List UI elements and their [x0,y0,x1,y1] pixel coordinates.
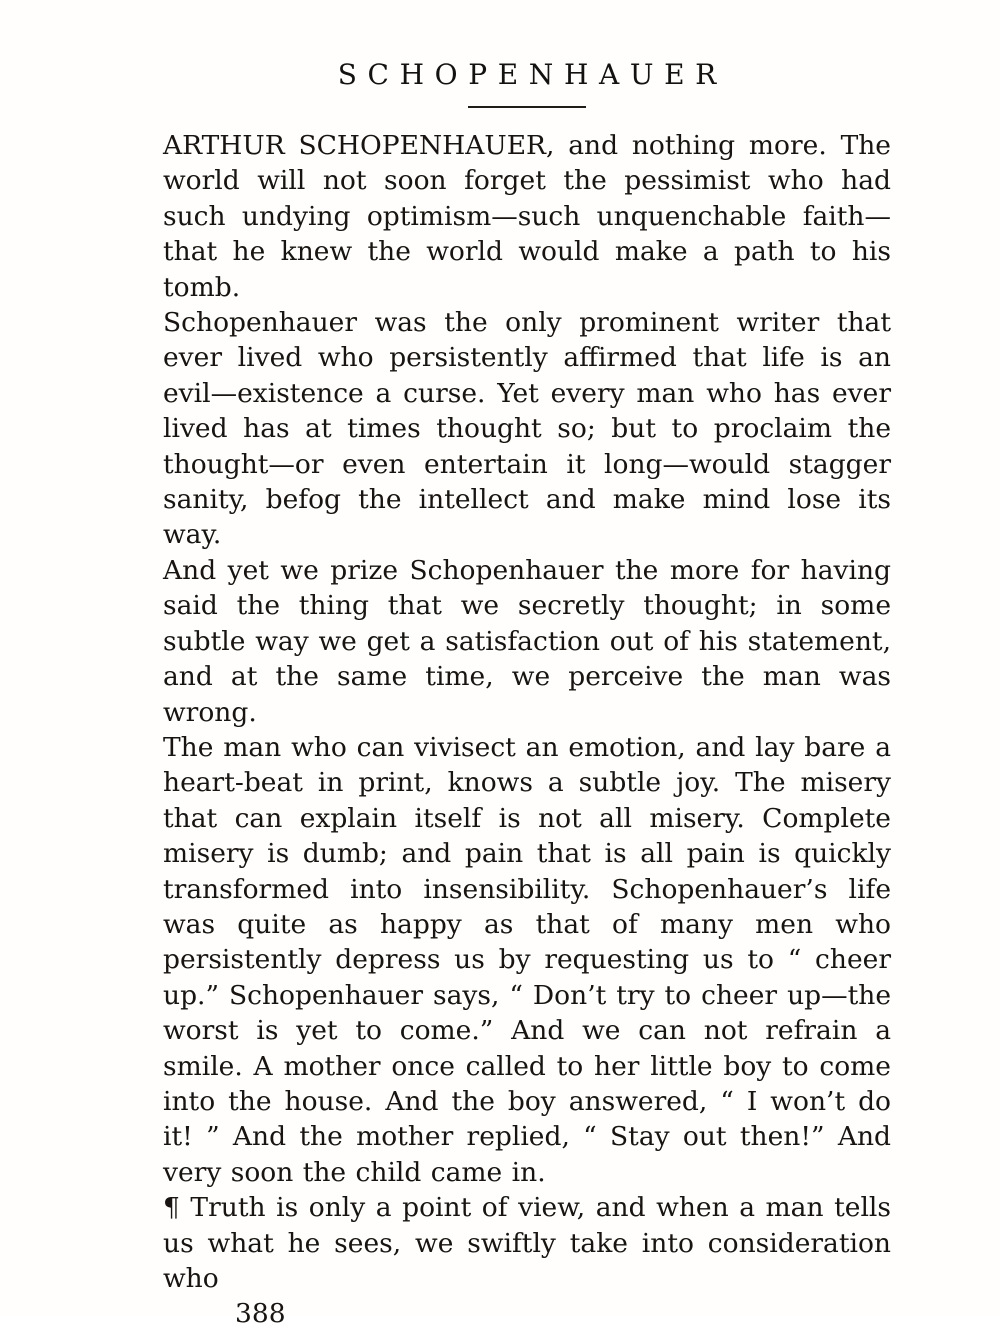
body-text [163,128,891,1296]
paragraph: ¶ Truth is only a point of view, and when a man tells us what he sees, we swiftly take into consideration who [163,1192,891,1294]
page-number: 388 [235,1298,286,1330]
paragraph: The man who can vivisect an emotion, and lay bare a heart-beat in print, knows a subtle joy. The misery that can explain itself is not all misery. Complete misery is dumb; and pain that is all pain is quickly transformed into insensibility. Schopenhauer’s life was quite as happy as that of many men who persistently depress us by requesting us to “ cheer up.” Schopenhauer says, “ Don’t try to cheer up—the worst is yet to come.” And we can not refrain a smile. A mother once called to her little boy to come into the house. And the boy answered, “ I won’t do it! ” And the mother replied, “ Stay out then!” And very soon the child came in. [163,731,891,1188]
page-title: SCHOPENHAUER [337,58,727,91]
text-block [163,58,891,1332]
title-divider [468,106,586,108]
paragraph: Schopenhauer was the only prominent writer that ever lived who persistently affirmed that life is an evil—existence a curse. Yet every man who has ever lived has at times thought so; but to proclaim the thought—or even entertain it long—would stagger sanity, befog the intellect and make mind lose its way. [163,307,891,551]
paragraph: And yet we prize Schopenhauer the more for having said the thing that we secretly thought; in some subtle way we get a satisfaction out of his statement, and at the same time, we perceive the man was wrong. [163,554,891,728]
paragraph: ARTHUR SCHOPENHAUER, and nothing more. The world will not soon forget the pessimist who had such undying optimism—such unquenchable faith—that he knew the world would make a path to his tomb. [163,130,891,303]
